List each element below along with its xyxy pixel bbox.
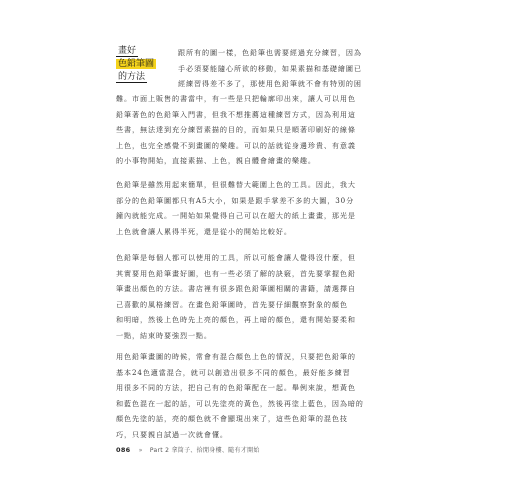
- text-line: 手必須要能隨心所欲的移動，如果素描和基礎繪圖已: [178, 63, 362, 73]
- text-line: 鉛筆著色的色鉛筆入門書，但我不想推薦這種練習方式，因為利用這: [116, 109, 356, 119]
- text-line: 和明暗，然後上色時先上亮的顏色，再上暗的顏色，還有開始要柔和: [116, 315, 356, 324]
- footer-separator: »: [138, 447, 143, 454]
- paragraph-1-intro: [178, 45, 394, 92]
- text-line: 基本24色適當混合，就可以創造出很多不同的顏色，最好能多練習: [116, 367, 351, 377]
- text-line: 難。市面上販售的書當中，有一些是只把輪廓印出來，讓人可以用色: [116, 94, 356, 103]
- paragraph-4: [116, 349, 396, 442]
- text-line: 鐘內就能完成。一開始如果覺得自己可以在超大的紙上畫畫，那光是: [116, 211, 356, 220]
- section-heading: [116, 45, 168, 84]
- paragraph-1-continued: [116, 91, 396, 169]
- page-number: 086: [116, 446, 131, 454]
- text-line: 的小事物開始，直接素描、上色，親自體會繪畫的樂趣。: [116, 156, 316, 165]
- text-line: 上色就會讓人累得半死，還是從小的開始比較好。: [116, 226, 292, 236]
- text-line: 經練習得差不多了，那使用色鉛筆就不會有特別的困: [178, 79, 362, 88]
- text-line: 一點，結束時要強烈一點。: [116, 330, 212, 340]
- text-line: 用色鉛筆畫圖的時候，常會有混合顏色上色的情況，只要把色鉛筆的: [116, 352, 356, 361]
- text-line: 上色，也完全感覺不到畫圖的樂趣。可以的話就從身邊珍貴、有意義: [116, 140, 356, 150]
- paragraph-3: [116, 250, 396, 343]
- text-line: 跟所有的圖一樣，色鉛筆也需要經過充分練習，因為: [178, 48, 362, 57]
- text-line: 顏色先塗的話，亮的顏色就不會顯現出來了，這些色鉛筆的混色技: [116, 414, 348, 423]
- text-line: 用很多不同的方法，把自己有的色鉛筆配在一起。舉例來說，想黃色: [116, 383, 356, 392]
- heading-line-3: 的方法: [118, 72, 146, 82]
- page-footer: [116, 445, 260, 454]
- text-line: 些書，無法達到充分練習素描的目的，而如果只是順著印刷好的線條: [116, 125, 356, 134]
- text-line: 色鉛筆是雖然用起來簡單，但很難替大範圍上色的工具。因此，我大: [116, 180, 356, 189]
- paragraph-2: [116, 177, 396, 239]
- text-line: 其實要用色鉛筆畫好圖，也有一些必須了解的訣竅，首先要掌握色鉛: [116, 268, 356, 278]
- heading-line-2: 色鉛筆圖: [118, 59, 155, 69]
- text-line: 和藍色混在一起的話，可以先塗亮的黃色，然後再塗上藍色，因為暗的: [116, 398, 364, 408]
- text-line: 巧，只要親自試過一次就會懂。: [116, 429, 228, 439]
- text-line: 部分的色鉛筆圖都只有A5大小，如果是跟手掌差不多的大圖，30分: [116, 195, 355, 205]
- text-line: 筆畫出顏色的方法。書店裡有很多跟色鉛筆圖相關的書籍，請選擇自: [116, 284, 356, 293]
- chapter-title: Part 2 拿筒子、拾閒身樓、隨有才開始: [149, 447, 260, 454]
- heading-line-1: 畫好: [118, 46, 137, 56]
- text-line: 色鉛筆是每個人都可以使用的工具，所以可能會讓人覺得沒什麼，但: [116, 253, 356, 262]
- text-line: 己喜歡的風格練習。在畫色鉛筆圖時，首先要仔細觀察對象的顏色: [116, 299, 348, 309]
